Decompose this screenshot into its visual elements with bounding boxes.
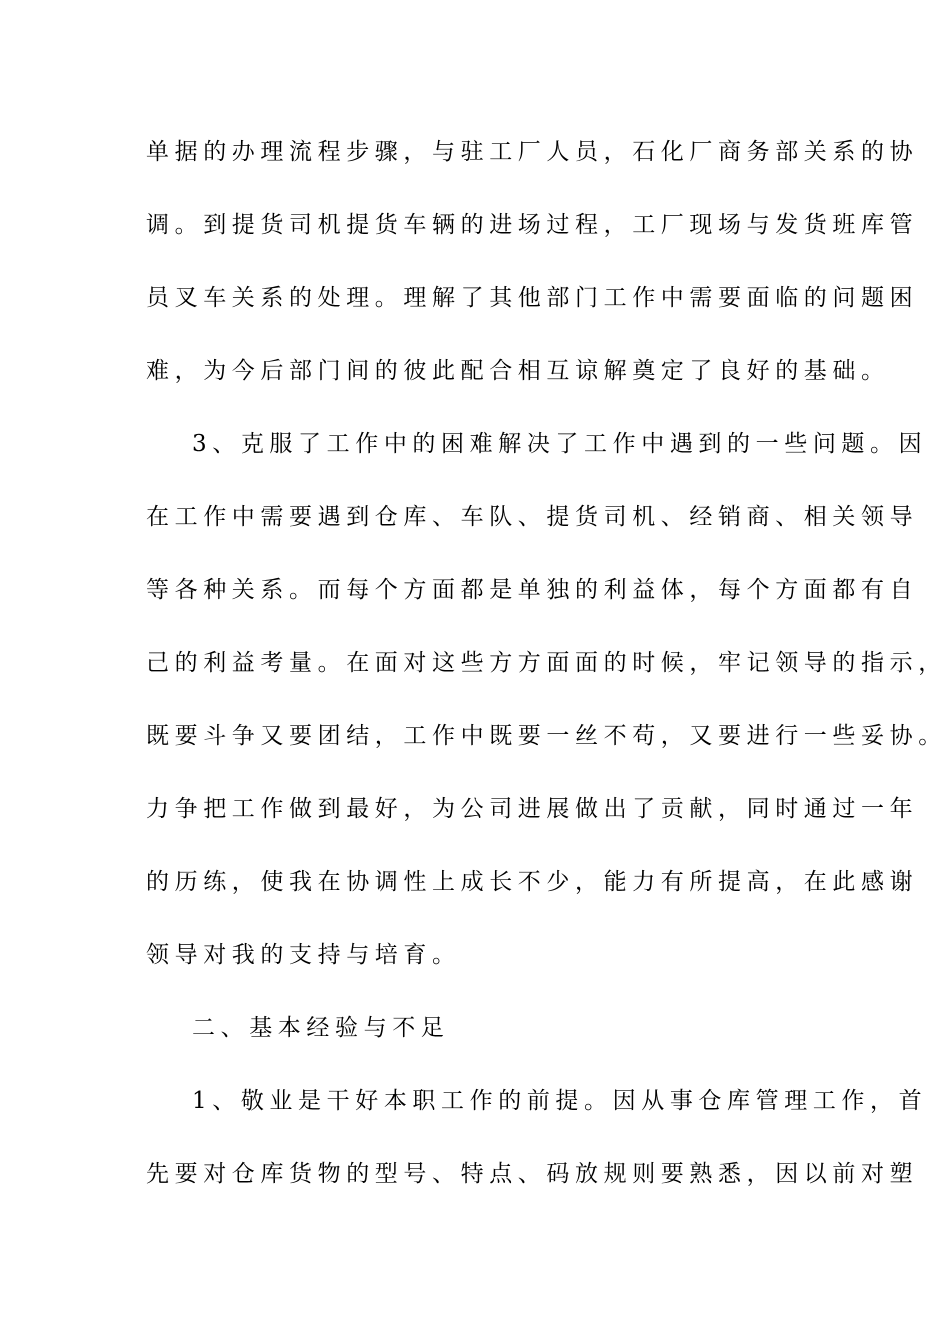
text-line: 先要对仓库货物的型号、特点、码放规则要熟悉，因以前对塑 [146,1161,919,1187]
text-line: 既要斗争又要团结，工作中既要一丝不苟，又要进行一些妥协。 [146,723,947,749]
text-line: 等各种关系。而每个方面都是单独的利益体，每个方面都有自 [146,577,919,603]
text-line: 的历练，使我在协调性上成长不少，能力有所提高，在此感谢 [146,869,919,895]
text-line: 难，为今后部门间的彼此配合相互谅解奠定了良好的基础。 [146,358,890,384]
paragraph-start-line: 3、克服了工作中的困难解决了工作中遇到的一些问题。因 [192,431,928,457]
text-line: 单据的办理流程步骤，与驻工厂人员，石化厂商务部关系的协 [146,139,919,165]
text-line: 在工作中需要遇到仓库、车队、提货司机、经销商、相关领导 [146,504,919,530]
text-line: 力争把工作做到最好，为公司进展做出了贡献，同时通过一年 [146,796,919,822]
text-line: 己的利益考量。在面对这些方方面面的时候，牢记领导的指示， [146,650,947,676]
paragraph-start-line: 1、敬业是干好本职工作的前提。因从事仓库管理工作，首 [192,1088,928,1114]
section-heading: 二、基本经验与不足 [192,1015,450,1041]
text-line: 调。到提货司机提货车辆的进场过程，工厂现场与发货班库管 [146,212,919,238]
text-line: 领导对我的支持与培育。 [146,942,461,968]
text-line: 员叉车关系的处理。理解了其他部门工作中需要面临的问题困 [146,285,919,311]
